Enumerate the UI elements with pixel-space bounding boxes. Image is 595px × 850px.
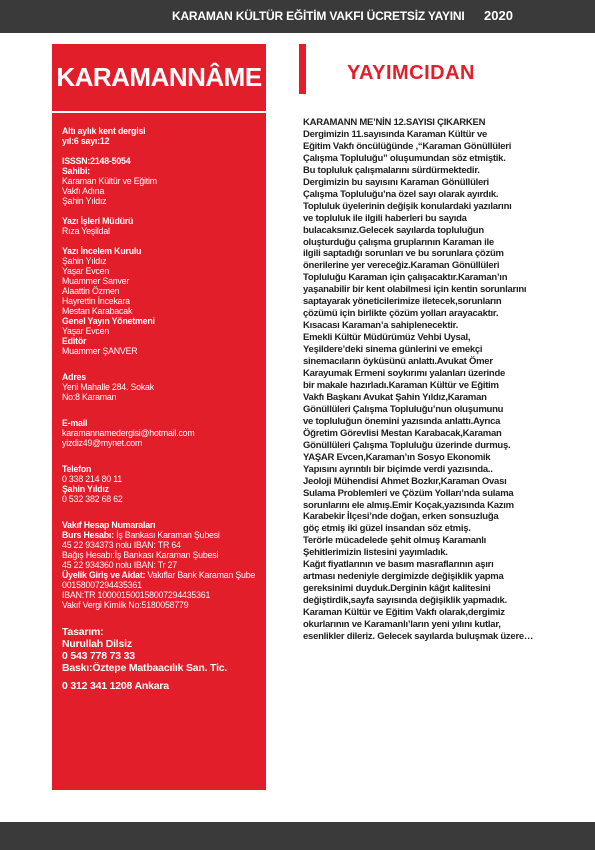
email-link[interactable]: karamannamedergisi@hotmail.com bbox=[62, 428, 195, 438]
owner-label: Sahibi: bbox=[62, 166, 90, 176]
header-year: 2020 bbox=[484, 8, 513, 23]
column-line: gereksinimi duyduk.Derginin kâğıt kalitesini bbox=[303, 583, 491, 595]
column-line: bir makale hazırladı.Karaman Kültür ve Eğitim bbox=[303, 379, 499, 391]
design-label: Tasarım: bbox=[62, 626, 104, 638]
editor-label: Editör bbox=[62, 336, 87, 346]
bank-line: Vakıf Vergi Kimlik No:5180058779 bbox=[62, 600, 189, 610]
gen-director-label: Genel Yayın Yönetmeni bbox=[62, 316, 155, 326]
owner-line: Vakfı Adına bbox=[62, 186, 105, 196]
header-bar bbox=[0, 0, 595, 33]
bank-line: Bağış Hesabı:İş Bankası Karaman Şubesi bbox=[62, 550, 219, 560]
board-member: Alaattin Özmen bbox=[62, 286, 120, 296]
print-phone: 0 312 341 1208 Ankara bbox=[62, 680, 169, 692]
column-line: Sulama Problemleri ve Çözüm Yolları’nda sulama bbox=[303, 487, 514, 499]
board-member: Yaşar Evcen bbox=[62, 266, 110, 276]
column-line: sinemacıların öyküsünü anlattı.Avukat Ömer bbox=[303, 356, 493, 368]
bank-line: 45 22 934360 nolu IBAN: Tr 27 bbox=[62, 560, 177, 570]
phone-number: 0 532 382 68 62 bbox=[62, 494, 123, 504]
intro-line: Altı aylık kent dergisi bbox=[62, 126, 146, 136]
column-line: ve topluluğun önemini yazısında anlattı.Ayrıca bbox=[303, 415, 501, 427]
masthead-panel bbox=[52, 44, 266, 790]
column-line: Yapısını ayrıntılı bir biçimde verdi yazısında.. bbox=[303, 463, 493, 475]
footer-bar bbox=[0, 822, 595, 850]
bank-line: Üyelik Giriş ve Aidat: Vakıflar Bank Karaman Şube bbox=[62, 570, 256, 580]
editor-in-chief: Rıza Yeşildal bbox=[62, 226, 110, 236]
column-line: Karabekir İlçesi’nde doğan, erken sonsuzluğa bbox=[303, 511, 499, 523]
masthead-divider bbox=[52, 111, 266, 113]
column-title: YAYIMCIDAN bbox=[347, 62, 475, 84]
column-line: okurlarının ve Karamanlı’ların yeni yılını kutlar, bbox=[303, 619, 501, 631]
column-line: Kağıt fiyatlarının ve basım masraflarının aşırı bbox=[303, 559, 494, 571]
print-label: Baskı:Öztepe Matbaacılık San. Tic. bbox=[62, 662, 228, 674]
board-member: Şahin Yıldız bbox=[62, 256, 107, 266]
column-body bbox=[303, 117, 578, 643]
column-line: Öğretim Görevlisi Mestan Karabacak,Karaman bbox=[303, 427, 502, 439]
issn: ISSSN:2148-5054 bbox=[62, 156, 131, 166]
address-line: No:8 Karaman bbox=[62, 392, 117, 402]
designer: Nurullah Dilsiz bbox=[62, 638, 132, 650]
accent-bar bbox=[299, 44, 306, 94]
bank-line: 45 22 934373 nolu IBAN: TR 64 bbox=[62, 540, 181, 550]
address-line: Yeni Mahalle 284. Sokak bbox=[62, 382, 154, 392]
board-member: Hayrettin İncekara bbox=[62, 296, 130, 306]
column-line: göç etmiş iki güzel insandan söz etmiş. bbox=[303, 523, 471, 535]
column-line: Jeoloji Mühendisi Ahmet Bozkır,Karaman Ovası bbox=[303, 475, 507, 487]
bank-line: 00158007294435361 bbox=[62, 580, 142, 590]
column-line: Yeşildere’deki sinema günlerini ve emekçi bbox=[303, 344, 483, 356]
masthead-content bbox=[62, 126, 262, 692]
editor: Muammer ŞANVER bbox=[62, 346, 138, 356]
column-line: Çalışma Topluluğu” oluşumundan söz etmiştik. bbox=[303, 152, 506, 164]
bank-label: Vakıf Hesap Numaraları bbox=[62, 520, 156, 530]
email-link[interactable]: yizdiz49@mynet.com bbox=[62, 438, 143, 448]
phone-number: 0 338 214 80 11 bbox=[62, 474, 122, 484]
column-line: oluşturduğu çalışma gruplarının Karaman ile bbox=[303, 236, 494, 248]
column-line: Bu topluluk çalışmalarını sürdürmektedir. bbox=[303, 164, 480, 176]
designer-phone: 0 543 778 73 33 bbox=[62, 650, 135, 662]
column-line: ilgili saptadığı sorunları ve bu sorunlara çözüm bbox=[303, 248, 504, 260]
address-label: Adres bbox=[62, 372, 86, 382]
column-line: Karaman Kültür ve Eğitim Vakfı olarak,dergimiz bbox=[303, 607, 505, 619]
column-line: Dergimizin bu sayısını Karaman Gönüllüleri bbox=[303, 176, 489, 188]
column-line: KARAMANN ME’NİN 12.SAYISI ÇIKARKEN bbox=[303, 117, 486, 128]
column-line: bulacaksınız.Gelecek sayılarda topluluğun bbox=[303, 224, 484, 236]
column-line: Dergimizin 11.sayısında Karaman Kültür ve bbox=[303, 128, 488, 140]
column-line: saptayarak yöneticilerimize iletecek,sorunların bbox=[303, 296, 502, 308]
bank-line: IBAN:TR 10000150015800729443536​1 bbox=[62, 590, 211, 600]
bank-line: Burs Hesabı: İş Bankası Karaman Şubesi bbox=[62, 530, 220, 540]
column-line: Şehitlerimizin listesini yayımladık. bbox=[303, 547, 448, 559]
column-line: çözümü için birlikte çözüm yolları arayacaktır. bbox=[303, 308, 499, 320]
column-line: Gönüllüleri Çalışma Topluluğu üzerinde durmuş. bbox=[303, 439, 511, 451]
email-label: E-mail bbox=[62, 418, 88, 428]
column-line: Emekli Kültür Müdürümüz Vehbi Uysal, bbox=[303, 332, 471, 344]
owner-line: Şahin Yıldız bbox=[62, 196, 107, 206]
column-line: yaşanabilir bir kent olabilmesi için kentin sorunlarını bbox=[303, 284, 527, 296]
column-line: YAŞAR Evcen,Karaman’ın Sosyo Ekonomik bbox=[303, 451, 491, 463]
column-line: önerilerine yer vereceğiz.Karaman Gönüllüleri bbox=[303, 260, 500, 272]
column-line: Terörle mücadelede şehit olmuş Karamanlı bbox=[303, 535, 487, 547]
column-line: Eğitim Vakfı öncülüğünde ,“Karaman Gönüllüleri bbox=[303, 140, 512, 152]
board-member: Mestan Karabacak bbox=[62, 306, 133, 316]
column-line: ve topluluk ile ilgili haberleri bu sayıda bbox=[303, 212, 467, 224]
column-line: esenlikler dileriz. Gelecek sayılarda buluşmak üzere… bbox=[303, 630, 534, 642]
column-line: Çalışma Topluluğu’na özel sayı olarak ayırdık. bbox=[303, 188, 499, 200]
column-line: Vakfı Başkanı Avukat Şahin Yıldız,Karaman bbox=[303, 391, 487, 403]
masthead-brand: KARAMANNÂME bbox=[56, 62, 262, 92]
column-line: değiştirdik,sayfa sayısında değişiklik yapmadık. bbox=[303, 595, 507, 607]
phone-contact-name: Şahin Yıldız bbox=[62, 484, 109, 494]
column-line: Gönüllüleri Çalışma Topluluğu’nun oluşumunu bbox=[303, 403, 504, 415]
bank-lines bbox=[62, 530, 262, 610]
column-line: Karayumak Ermeni soykırımı yalanları üzerinde bbox=[303, 368, 506, 380]
gen-director: Yaşar Evcen bbox=[62, 326, 110, 336]
column-line: Topluluğu Karaman için çalışacaktır.Karaman’ın bbox=[303, 272, 508, 284]
column-line: Kısacası Karaman’a sahiplenecektir. bbox=[303, 320, 458, 332]
editor-in-chief-label: Yazı İşleri Müdürü bbox=[62, 216, 134, 226]
intro-line: yıl:6 sayı:12 bbox=[62, 136, 110, 146]
column-line: Topluluk üyelerinin değişik konulardaki yazılarını bbox=[303, 200, 512, 212]
header-title: KARAMAN KÜLTÜR EĞİTİM VAKFI ÜCRETSİZ YAYINI bbox=[172, 9, 465, 23]
board-label: Yazı İncelem Kurulu bbox=[62, 246, 142, 256]
column-line: artması nedeniyle dergimizde değişiklik yapma bbox=[303, 571, 504, 583]
board-member: Muammer Sanver bbox=[62, 276, 130, 286]
phone-label: Telefon bbox=[62, 464, 92, 474]
column-line: sorunlarını ele almış.Emir Koçak,yazısında Kazım bbox=[303, 499, 514, 511]
owner-line: Karaman Kültür ve Eğitim bbox=[62, 176, 157, 186]
